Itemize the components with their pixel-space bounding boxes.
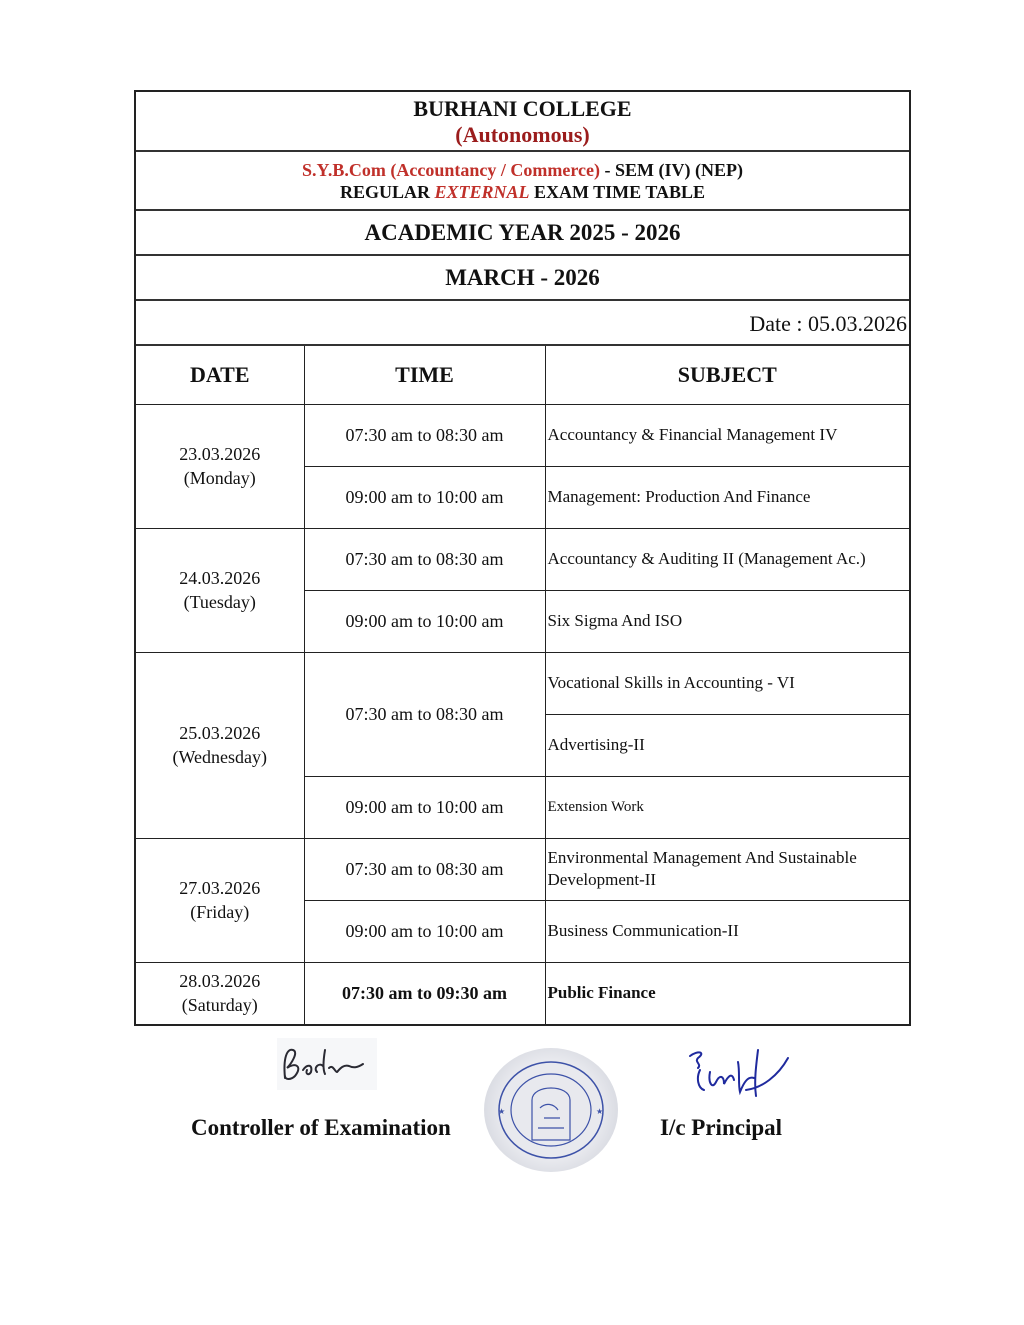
seal-emblem-icon <box>484 1048 618 1172</box>
time-cell: 07:30 am to 08:30 am <box>304 652 545 776</box>
date-cell <box>136 652 304 838</box>
exam-weekday: (Friday) <box>190 902 250 922</box>
column-header-subject: SUBJECT <box>545 346 909 404</box>
subject-cell: Accountancy & Auditing II (Management Ac.) <box>545 528 909 590</box>
table-row <box>136 404 909 466</box>
exam-date: 25.03.2026 <box>179 723 261 743</box>
svg-text:★: ★ <box>498 1107 506 1116</box>
svg-text:★: ★ <box>596 1107 604 1116</box>
exam-weekday: (Monday) <box>183 468 256 488</box>
time-cell: 09:00 am to 10:00 am <box>304 466 545 528</box>
time-cell: 09:00 am to 10:00 am <box>304 590 545 652</box>
date-cell <box>136 528 304 652</box>
exam-weekday: (Wednesday) <box>172 747 267 767</box>
table-row <box>136 528 909 590</box>
signature-scribble-icon <box>684 1042 794 1106</box>
subject-cell: Business Communication-II <box>545 900 909 962</box>
time-cell: 07:30 am to 08:30 am <box>304 528 545 590</box>
program-line <box>136 159 909 181</box>
table-row <box>136 838 909 900</box>
program-header <box>136 152 909 211</box>
subject-cell: Advertising-II <box>545 714 909 776</box>
program-name: S.Y.B.Com (Accountancy / Commerce) <box>302 160 600 180</box>
table-row <box>136 652 909 714</box>
time-cell: 07:30 am to 08:30 am <box>304 404 545 466</box>
subject-cell: Public Finance <box>545 962 909 1024</box>
exam-weekday: (Tuesday) <box>183 592 256 612</box>
subject-cell: Vocational Skills in Accounting - VI <box>545 652 909 714</box>
exam-date: 23.03.2026 <box>179 444 261 464</box>
time-cell: 09:00 am to 10:00 am <box>304 900 545 962</box>
controller-signature <box>277 1038 377 1090</box>
exam-type-line <box>136 181 909 203</box>
signature-scribble-icon <box>277 1038 377 1090</box>
column-header-time: TIME <box>304 346 545 404</box>
table-header-row <box>136 346 909 404</box>
college-name: BURHANI COLLEGE <box>413 96 632 121</box>
subject-cell: Extension Work <box>545 776 909 838</box>
exam-type-emphasis: EXTERNAL <box>434 182 530 202</box>
exam-type-end: EXAM TIME TABLE <box>534 182 706 202</box>
date-cell <box>136 404 304 528</box>
subject-cell: Management: Production And Finance <box>545 466 909 528</box>
issue-date: Date : 05.03.2026 <box>136 301 909 346</box>
subject-cell: Accountancy & Financial Management IV <box>545 404 909 466</box>
timetable <box>136 346 909 1024</box>
date-cell <box>136 838 304 962</box>
exam-month: MARCH - 2026 <box>136 256 909 301</box>
principal-signature <box>684 1042 794 1106</box>
subject-cell: Six Sigma And ISO <box>545 590 909 652</box>
program-semester: - SEM (IV) (NEP) <box>599 160 743 180</box>
subject-cell: Environmental Management And Sustainable Development-II <box>545 838 909 900</box>
principal-label: I/c Principal <box>660 1115 783 1140</box>
time-cell: 07:30 am to 09:30 am <box>304 962 545 1024</box>
time-cell: 07:30 am to 08:30 am <box>304 838 545 900</box>
time-cell: 09:00 am to 10:00 am <box>304 776 545 838</box>
academic-year: ACADEMIC YEAR 2025 - 2026 <box>136 211 909 256</box>
college-status: (Autonomous) <box>455 122 590 147</box>
timetable-sheet <box>134 90 911 1026</box>
exam-weekday: (Saturday) <box>181 995 258 1016</box>
college-seal <box>484 1048 618 1172</box>
exam-date: 27.03.2026 <box>179 878 261 898</box>
exam-date: 28.03.2026 <box>179 971 261 992</box>
date-cell <box>136 962 304 1024</box>
timetable-wrapper <box>136 346 909 1024</box>
table-row <box>136 962 909 1024</box>
column-header-date: DATE <box>136 346 304 404</box>
exam-type-start: REGULAR <box>339 182 435 202</box>
exam-date: 24.03.2026 <box>179 568 261 588</box>
college-header <box>136 92 909 152</box>
controller-label: Controller of Examination <box>191 1115 451 1140</box>
